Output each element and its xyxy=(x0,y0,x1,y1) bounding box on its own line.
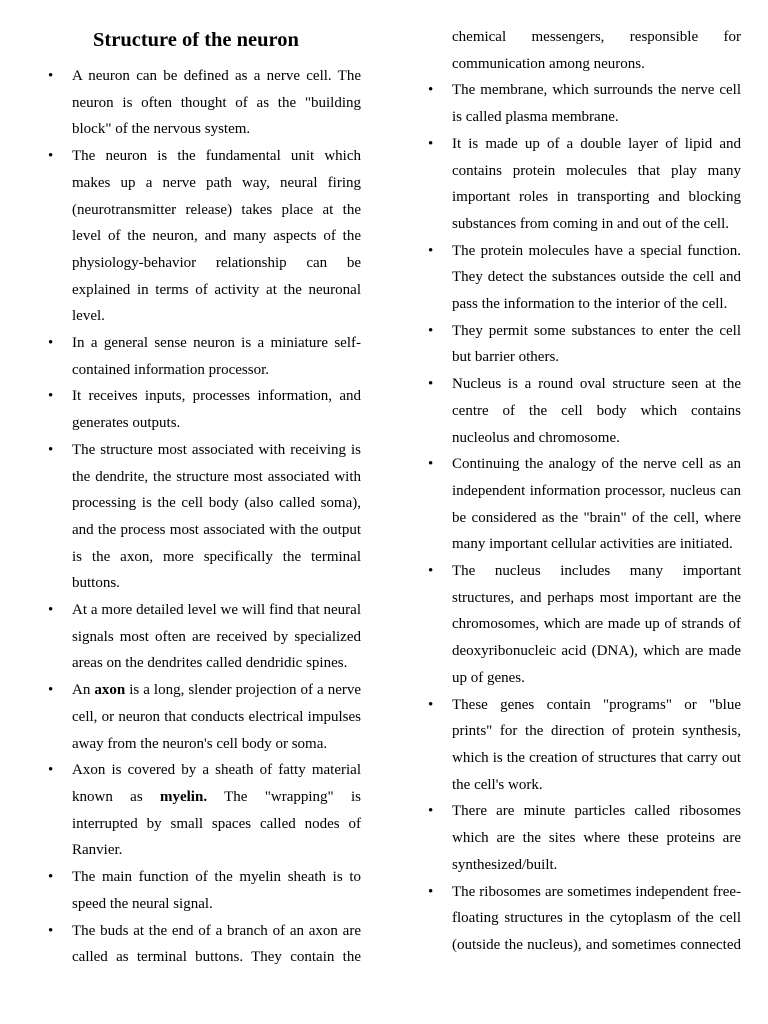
bullet-icon: • xyxy=(48,922,54,939)
list-item: • The protein molecules have a special function. They detect the substances outside the cell and pass the information to the interior of the cell. xyxy=(426,238,741,318)
list-item: • These genes contain "programs" or "blue prints" for the direction of protein synthesis, which is the creation of structures that carry out the cell's work. xyxy=(426,692,741,799)
bullet-icon: • xyxy=(48,335,54,352)
list-item: • The structure most associated with receiving is the dendrite, the structure most associated with processing is the cell body (also called soma), and the process most associated with the output is the axon, more specifically the terminal buttons. xyxy=(46,437,361,597)
continued-text: chemical messengers, responsible for communication among neurons. xyxy=(452,29,741,72)
axon-term: axon xyxy=(94,682,126,699)
bullet-icon: • xyxy=(48,388,54,405)
myelin-term: myelin. xyxy=(159,788,208,805)
list-item: • They permit some substances to enter the cell but barrier others. xyxy=(426,318,741,371)
page-title: Structure of the neuron xyxy=(93,29,299,51)
bullet-icon: • xyxy=(428,82,434,99)
list-item-myelin: • Axon is covered by a sheath of fatty material known as myelin. The "wrapping" is interrupted by small spaces called nodes of Ranvier. xyxy=(46,757,361,864)
list-item: • It is made up of a double layer of lipid and contains protein molecules that play many important roles in transporting and blocking substances from coming in and out of the cell. xyxy=(426,131,741,238)
list-item: • The ribosomes are sometimes independent free-floating structures in the cytoplasm of the cell (outside the nucleus), and sometimes connected xyxy=(426,879,741,959)
bullet-icon: • xyxy=(428,242,434,259)
bullet-icon: • xyxy=(428,883,434,900)
list-item: • A neuron can be defined as a nerve cell. The neuron is often thought of as the "building block" of the nervous system. xyxy=(46,63,361,143)
list-item: • The main function of the myelin sheath is to speed the neural signal. xyxy=(46,864,361,917)
bullet-icon: • xyxy=(48,602,54,619)
bullet-icon: • xyxy=(48,869,54,886)
list-item-axon: • An axon is a long, slender projection of a nerve cell, or neuron that conducts electrical impulses away from the neuron's cell body or soma. xyxy=(46,677,361,757)
list-item: • The neuron is the fundamental unit which makes up a nerve path way, neural firing (neurotransmitter release) takes place at the level of the neuron, and many aspects of the physiology-behavior relationship can be explained in terms of activity at the neuronal level. xyxy=(46,143,361,330)
list-item: • The membrane, which surrounds the nerve cell is called plasma membrane. xyxy=(426,77,741,130)
list-item: • The buds at the end of a branch of an axon are called as terminal buttons. They contain the xyxy=(46,918,361,971)
bullet-icon: • xyxy=(48,762,54,779)
bullet-icon: • xyxy=(428,322,434,339)
bullet-icon: • xyxy=(428,803,434,820)
bullet-icon: • xyxy=(48,682,54,699)
left-column xyxy=(46,24,361,971)
bullet-icon: • xyxy=(48,68,54,84)
list-item: • There are minute particles called ribosomes which are the sites where these proteins are synthesized/built. xyxy=(426,798,741,878)
bullet-icon: • xyxy=(428,456,434,473)
list-item: • At a more detailed level we will find that neural signals most often are received by specialized areas on the dendrites called dendridic spines. xyxy=(46,597,361,677)
bullet-icon: • xyxy=(428,135,434,152)
right-bullet-list xyxy=(426,77,741,958)
left-bullet-list xyxy=(46,63,361,971)
list-item: • Continuing the analogy of the nerve cell as an independent information processor, nucleus can be considered as the "brain" of the cell, where many important cellular activities are initiated. xyxy=(426,451,741,558)
list-item: • In a general sense neuron is a miniature self-contained information processor. xyxy=(46,330,361,383)
bullet-icon: • xyxy=(428,696,434,713)
list-item: • Nucleus is a round oval structure seen at the centre of the cell body which contains nucleolus and chromosome. xyxy=(426,371,741,451)
bullet-icon: • xyxy=(428,376,434,393)
right-column xyxy=(426,24,741,959)
bullet-icon: • xyxy=(48,148,54,165)
list-item: • It receives inputs, processes information, and generates outputs. xyxy=(46,383,361,436)
bullet-icon: • xyxy=(48,441,54,458)
bullet-icon: • xyxy=(428,563,434,580)
list-item: • The nucleus includes many important structures, and perhaps most important are the chromosomes, which are made up of strands of deoxyribonucleic acid (DNA), which are made up of genes. xyxy=(426,558,741,692)
